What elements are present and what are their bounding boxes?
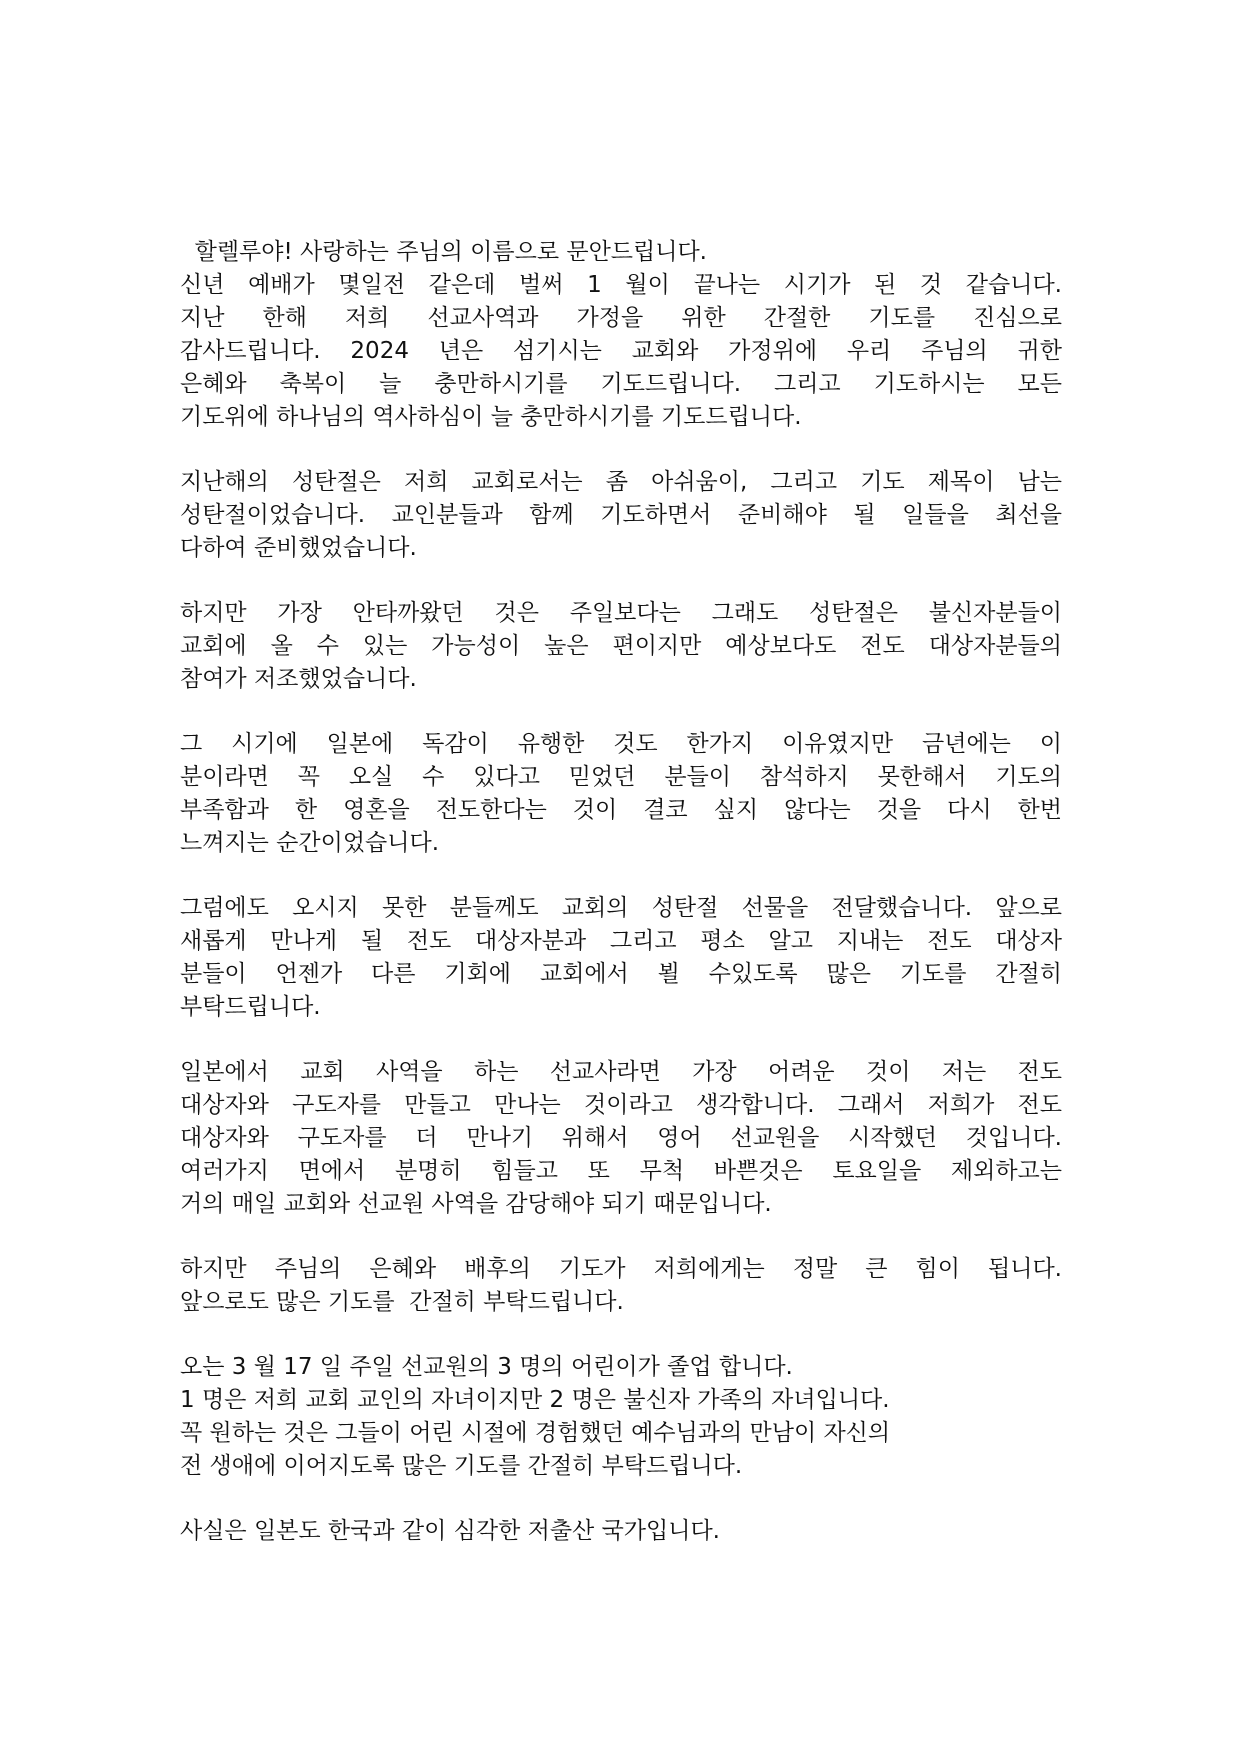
text-line: 참여가 저조했었습니다. — [180, 666, 417, 692]
text-line: 오는 3 월 17 일 주일 선교원의 3 명의 어린이가 졸업 합니다. — [180, 1354, 793, 1380]
text-line: 성탄절이었습니다. 교인분들과 함께 기도하면서 준비해야 될 일들을 최선을 — [180, 502, 1062, 528]
paragraph-greeting — [180, 236, 1062, 434]
text-line: 그럼에도 오시지 못한 분들께도 교회의 성탄절 선물을 전달했습니다. 앞으로 — [180, 895, 1062, 921]
paragraph-regret — [180, 597, 1062, 696]
paragraph-graduation — [180, 1351, 1062, 1483]
text-line: 부족함과 한 영혼을 전도한다는 것이 결코 싶지 않다는 것을 다시 한번 — [180, 797, 1062, 823]
text-line: 감사드립니다. 2024 년은 섬기시는 교회와 가정위에 우리 주님의 귀한 — [180, 338, 1062, 364]
text-line: 꼭 원하는 것은 그들이 어린 시절에 경험했던 예수님과의 만남이 자신의 — [180, 1420, 891, 1446]
text-line: 거의 매일 교회와 선교원 사역을 감당해야 되기 때문입니다. — [180, 1191, 772, 1217]
text-line: 부탁드립니다. — [180, 994, 321, 1020]
text-line: 대상자와 구도자를 더 만나기 위해서 영어 선교원을 시작했던 것입니다. — [180, 1125, 1062, 1151]
text-line: 느껴지는 순간이었습니다. — [180, 830, 440, 856]
text-line: 기도위에 하나님의 역사하심이 늘 충만하시기를 기도드립니다. — [180, 404, 802, 430]
text-line: 다하여 준비했었습니다. — [180, 535, 417, 561]
paragraph-gifts — [180, 892, 1062, 1024]
text-line: 하지만 가장 안타까왔던 것은 주일보다는 그래도 성탄절은 불신자분들이 — [180, 600, 1062, 626]
text-line: 할렐루야! 사랑하는 주님의 이름으로 문안드립니다. — [180, 239, 707, 265]
text-line: 분이라면 꼭 오실 수 있다고 믿었던 분들이 참석하지 못한해서 기도의 — [180, 764, 1062, 790]
text-line: 앞으로도 많은 기도를 간절히 부탁드립니다. — [180, 1289, 624, 1315]
text-line: 지난 한해 저희 선교사역과 가정을 위한 간절한 기도를 진심으로 — [180, 305, 1062, 331]
text-line: 그 시기에 일본에 독감이 유행한 것도 한가지 이유였지만 금년에는 이 — [180, 731, 1062, 757]
text-line: 새롭게 만나게 될 전도 대상자분과 그리고 평소 알고 지내는 전도 대상자 — [180, 928, 1062, 954]
paragraph-flu — [180, 728, 1062, 860]
text-line: 지난해의 성탄절은 저희 교회로서는 좀 아쉬움이, 그리고 기도 제목이 남는 — [180, 469, 1062, 495]
paragraph-christmas — [180, 466, 1062, 565]
text-line: 대상자와 구도자를 만들고 만나는 것이라고 생각합니다. 그래서 저희가 전도 — [180, 1092, 1062, 1118]
text-line: 하지만 주님의 은혜와 배후의 기도가 저희에게는 정말 큰 힘이 됩니다. — [180, 1256, 1062, 1282]
text-line: 은혜와 축복이 늘 충만하시기를 기도드립니다. 그리고 기도하시는 모든 — [180, 371, 1062, 397]
letter-body — [180, 236, 1062, 1580]
text-line: 1 명은 저희 교회 교인의 자녀이지만 2 명은 불신자 가족의 자녀입니다. — [180, 1387, 890, 1413]
paragraph-english-school — [180, 1056, 1062, 1221]
text-line: 교회에 올 수 있는 가능성이 높은 편이지만 예상보다도 전도 대상자분들의 — [180, 633, 1062, 659]
paragraph-grace — [180, 1253, 1062, 1319]
text-line: 일본에서 교회 사역을 하는 선교사라면 가장 어려운 것이 저는 전도 — [180, 1059, 1062, 1085]
text-line: 신년 예배가 몇일전 같은데 벌써 1 월이 끝나는 시기가 된 것 같습니다. — [180, 272, 1062, 298]
text-line: 여러가지 면에서 분명히 힘들고 또 무척 바쁜것은 토요일을 제외하고는 — [180, 1158, 1062, 1184]
text-line: 사실은 일본도 한국과 같이 심각한 저출산 국가입니다. — [180, 1518, 720, 1544]
paragraph-birthrate — [180, 1515, 1062, 1548]
text-line: 전 생애에 이어지도록 많은 기도를 간절히 부탁드립니다. — [180, 1453, 743, 1479]
text-line: 분들이 언젠가 다른 기회에 교회에서 뵐 수있도록 많은 기도를 간절히 — [180, 961, 1062, 987]
